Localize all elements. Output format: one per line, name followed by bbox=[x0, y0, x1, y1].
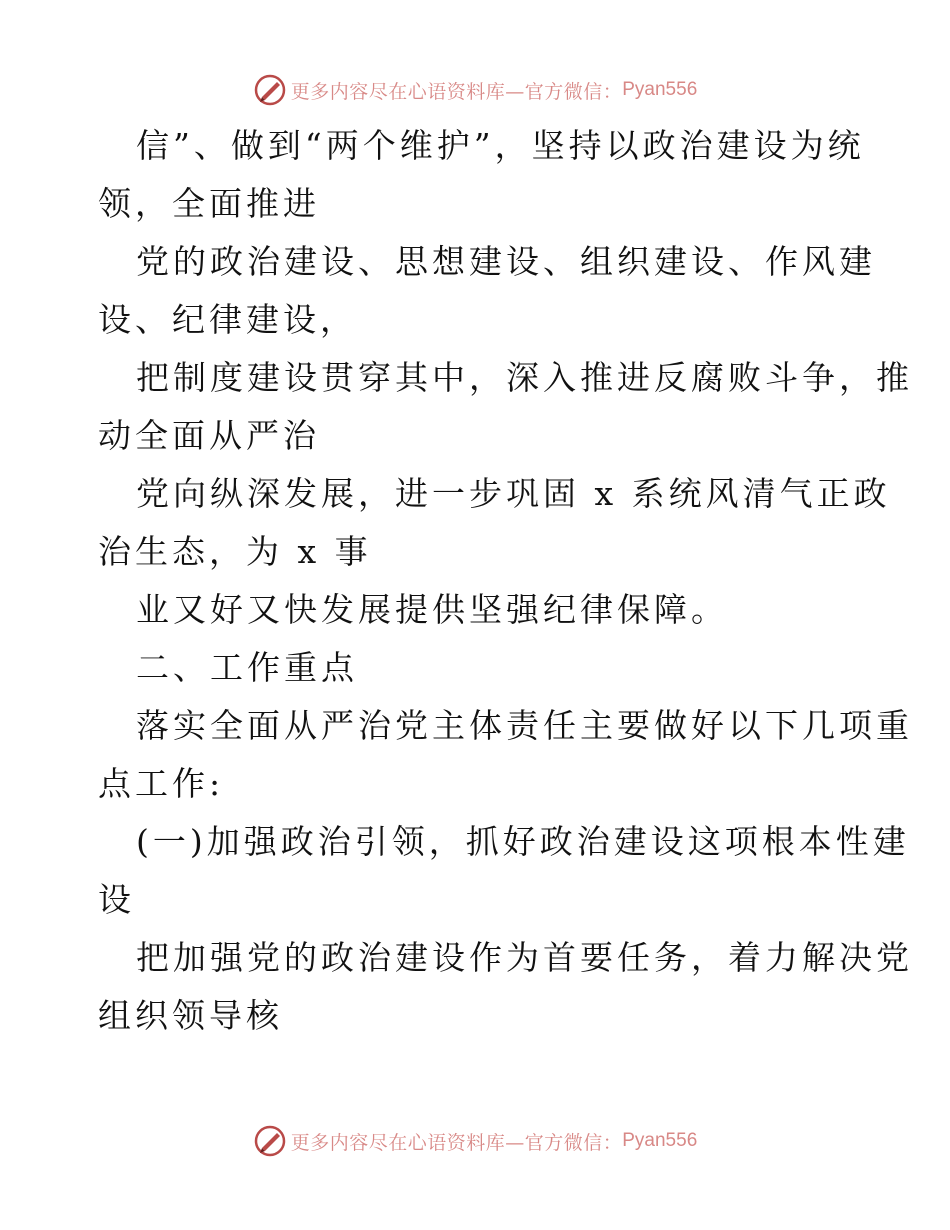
paragraph-line: 把加强党的政治建设作为首要任务，着力解决党 bbox=[136, 938, 913, 977]
pen-logo-icon bbox=[253, 1124, 287, 1158]
paragraph-line: 组织领导核 bbox=[98, 996, 283, 1035]
header-banner-wechat-id: Pyan556 bbox=[622, 79, 698, 100]
section-heading: 二、工作重点 bbox=[136, 648, 358, 687]
header-banner-text: 更多内容尽在心语资料库—官方微信： bbox=[290, 80, 623, 103]
paragraph-line: 领，全面推进 bbox=[98, 184, 320, 223]
paragraph-line: 落实全面从严治党主体责任主要做好以下几项重 bbox=[136, 706, 913, 745]
pen-logo-icon bbox=[253, 73, 287, 107]
footer-banner-wechat-id: Pyan556 bbox=[622, 1130, 698, 1151]
paragraph-line: 把制度建设贯穿其中，深入推进反腐败斗争，推 bbox=[136, 358, 913, 397]
paragraph-line: 党向纵深发展，进一步巩固 x 系统风清气正政 bbox=[136, 474, 891, 513]
paragraph-line: 党的政治建设、思想建设、组织建设、作风建 bbox=[136, 242, 876, 281]
paragraph-line: 动全面从严治 bbox=[98, 416, 320, 455]
paragraph-line: 设、纪律建设， bbox=[98, 300, 357, 339]
paragraph-line: 设 bbox=[98, 880, 135, 919]
footer-banner-text: 更多内容尽在心语资料库—官方微信： bbox=[290, 1131, 623, 1154]
paragraph-line: 信”、做到“两个维护”，坚持以政治建设为统 bbox=[136, 126, 865, 165]
paragraph-line: 点工作: bbox=[98, 764, 225, 803]
subsection-heading: (一)加强政治引领，抓好政治建设这项根本性建 bbox=[136, 822, 910, 861]
header-banner bbox=[0, 70, 950, 110]
paragraph-line: 业又好又快发展提供坚强纪律保障。 bbox=[136, 590, 728, 629]
footer-banner bbox=[0, 1121, 950, 1161]
paragraph-line: 治生态，为 x 事 bbox=[98, 532, 372, 571]
